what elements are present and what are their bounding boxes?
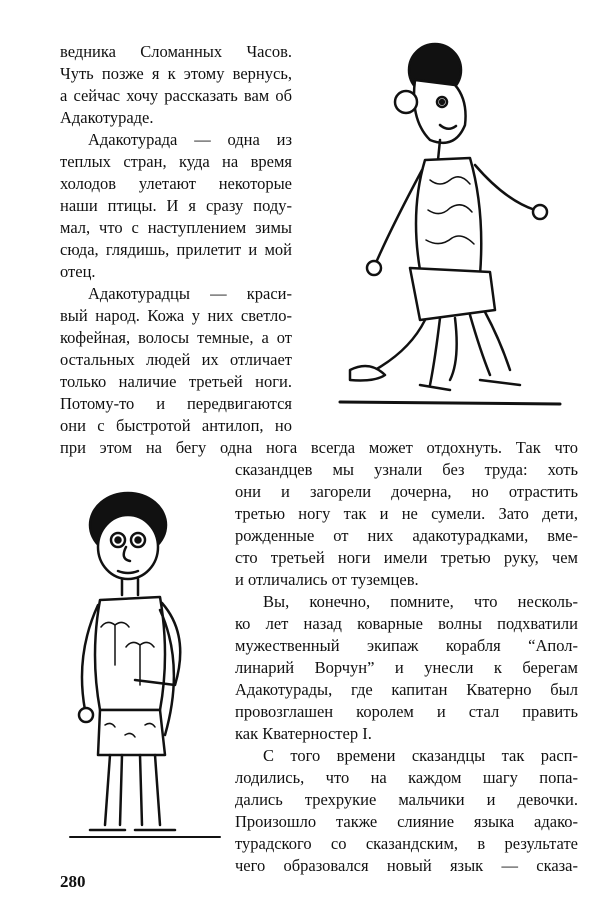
text-line: Вы, конечно, помните, что несколь- [263, 592, 578, 611]
text-line: линарий Ворчун” и унесли к берегам [235, 658, 578, 677]
text-line: Произошло также слияние языка адако- [235, 812, 578, 831]
text-line: ведника Сломанных Часов. [60, 42, 292, 61]
text-line: Потому-то и передвигаются [60, 394, 292, 413]
illustration-three-armed-boy [60, 485, 230, 845]
text-line: при этом на бегу одна нога всегда может отдохнуть. Так что [60, 438, 578, 457]
text-line: и отличались от туземцев. [235, 570, 419, 589]
text-line: Чуть позже я к этому вернусь, [60, 64, 292, 83]
text-line: теплых стран, куда на время [60, 152, 292, 171]
text-line: Адакотурады, где капитан Кватерно был [235, 680, 578, 699]
text-line: только наличие третьей ноги. [60, 372, 292, 391]
text-line: они с быстротой антилоп, но [60, 416, 292, 435]
text-line: мал, что с наступлением зимы [60, 218, 292, 237]
page-number: 280 [60, 872, 86, 891]
text-line: кофейная, волосы темные, а от [60, 328, 292, 347]
text-line: вый народ. Кожа у них светло- [60, 306, 292, 325]
text-line: ко лет назад коварные волны подхватили [235, 614, 578, 633]
text-line: Адакотураде. [60, 108, 154, 127]
text-line: а сейчас хочу рассказать вам об [60, 86, 292, 105]
text-line: лодились, что на каждом шагу попа- [235, 768, 578, 787]
text-line: сюда, глядишь, прилетит и мой [60, 240, 292, 259]
text-line: третью ногу так и не сумели. Зато дети, [235, 504, 578, 523]
text-line: Адакотурада — одна из [88, 130, 292, 149]
text-line: дались трехрукие мальчики и девочки. [235, 790, 578, 809]
text-line: сто третьей ноги имели третью руку, чем [235, 548, 578, 567]
text-line: С того времени сказандцы так расп- [263, 746, 578, 765]
text-line: турадского со сказандским, в результате [235, 834, 578, 853]
text-line: отец. [60, 262, 96, 281]
text-line: холодов улетают некоторые [60, 174, 292, 193]
text-line: провозглашен королем и стал править [235, 702, 578, 721]
text-line: они и загорели дочерна, но отрастить [235, 482, 578, 501]
text-line: сказандцев мы узнали без труда: хоть [235, 460, 578, 479]
text-line: остальных людей их отличает [60, 350, 292, 369]
text-line: чего образовался новый язык — сказа- [235, 856, 578, 875]
text-line: Адакотурадцы — краси- [88, 284, 292, 303]
text-line: мужественный экипаж корабля “Апол- [235, 636, 578, 655]
text-line: наши птицы. И я сразу поду- [60, 196, 292, 215]
text-line: как Кватерностер I. [235, 724, 372, 743]
illustration-three-legged-boy [330, 40, 570, 420]
text-line: рожденные от них адакотурадками, вме- [235, 526, 578, 545]
